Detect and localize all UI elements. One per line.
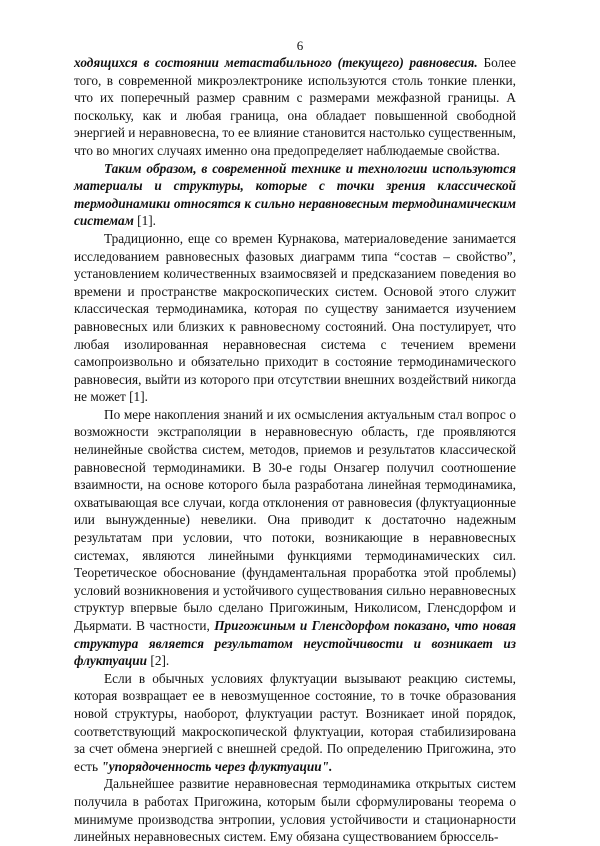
paragraph-text: Если в обычных условиях флуктуации вызывают реакцию системы, которая возвращает ее в невозмущенное состояние, то в точке образования новой структуры, наоборот, флуктуации растут. Возникает иной порядок, соответствующий макроскопической флуктуации, которая стабилизирована за счет обмена энергией с внешней средой. По определению Пригожина, это есть [74,670,516,774]
paragraph-text: Более того, в современной микроэлектронике используются столь тонкие пленки, что их поперечный размер сравним с размерами межфазной границы. А поскольку, как и любая граница, она обладает повышенной свободной энергией и неравновесна, то ее влияние становится настолько существенным, что во многих случаях именно она предопределяет наблюдаемые свойства. [74,55,516,158]
paragraph [74,160,516,230]
emphasis-text: "упорядоченность через флуктуации". [101,758,333,774]
paragraph-text: По мере накопления знаний и их осмысления актуальным стал вопрос о возможности экстраполяции в неравновесную область, где проявляются нелинейные свойства систем, методов, приемов и результатов классической равновесной термодинамики. В 30-е годы Онзагер получил соотношение взаимности, на основе которого была разработана линейная термодинамика, охватывающая все случаи, когда отклонения от равновесия (флуктуационные или вынужденные) невелики. Она приводит к достаточно надежным результатам при условии, что потоки, возникающие в неравновесных системах, являются линейными функциями термодинамических сил. Теоретическое обоснование (фундаментальная проработка этой проблемы) условий возникновения и устойчивого существования сильно неравновесных структур впервые было сделано Пригожиным, Николисом, Гленсдорфом и Дьярмати. В частности, [74,406,516,633]
paragraph [74,775,516,845]
paragraph [74,54,516,160]
citation-text: [2]. [147,653,170,669]
emphasis-text: Таким образом, в современной технике и технологии используются материалы и структуры, которые с точки зрения классической термодинамики относятся к сильно неравновесным термодинамическим системам [74,160,516,229]
paragraph [74,406,516,670]
paragraph [74,670,516,776]
citation-text: [1]. [133,213,156,229]
paragraph [74,230,516,406]
paragraph-text: Традиционно, еще со времен Курнакова, материаловедение занимается исследованием равновесных фазовых диаграмм типа “состав – свойство”, установлением количественных взаимосвязей и предсказанием поведения во времени и пространстве макроскопических систем. Основой этого служит классическая термодинамика, которая по существу занимается изучением равновесных или близких к равновесному состояний. Она постулирует, что любая изолированная неравновесная система с течением времени самопроизвольно и обязательно приходит в состояние термодинамического равновесия, выйти из которого при отсутствии внешних воздействий никогда не может [1]. [74,230,516,405]
paragraph-text: Дальнейшее развитие неравновесная термодинамика открытых систем получила в работах Пригожина, которым были сформулированы теорема о минимуме производства энтропии, условия устойчивости и стационарности линейных неравновесных систем. Ему обязана существованием брюссель- [74,776,516,845]
body-text [74,54,516,846]
emphasis-text: ходящихся в состоянии метастабильного (текущего) равновесия. [74,55,478,70]
emphasis-text: Пригожиным и Гленсдорфом показано, что новая структура является результатом неустойчивости и возникает из флуктуации [74,618,516,669]
page-number: 6 [296,38,304,53]
